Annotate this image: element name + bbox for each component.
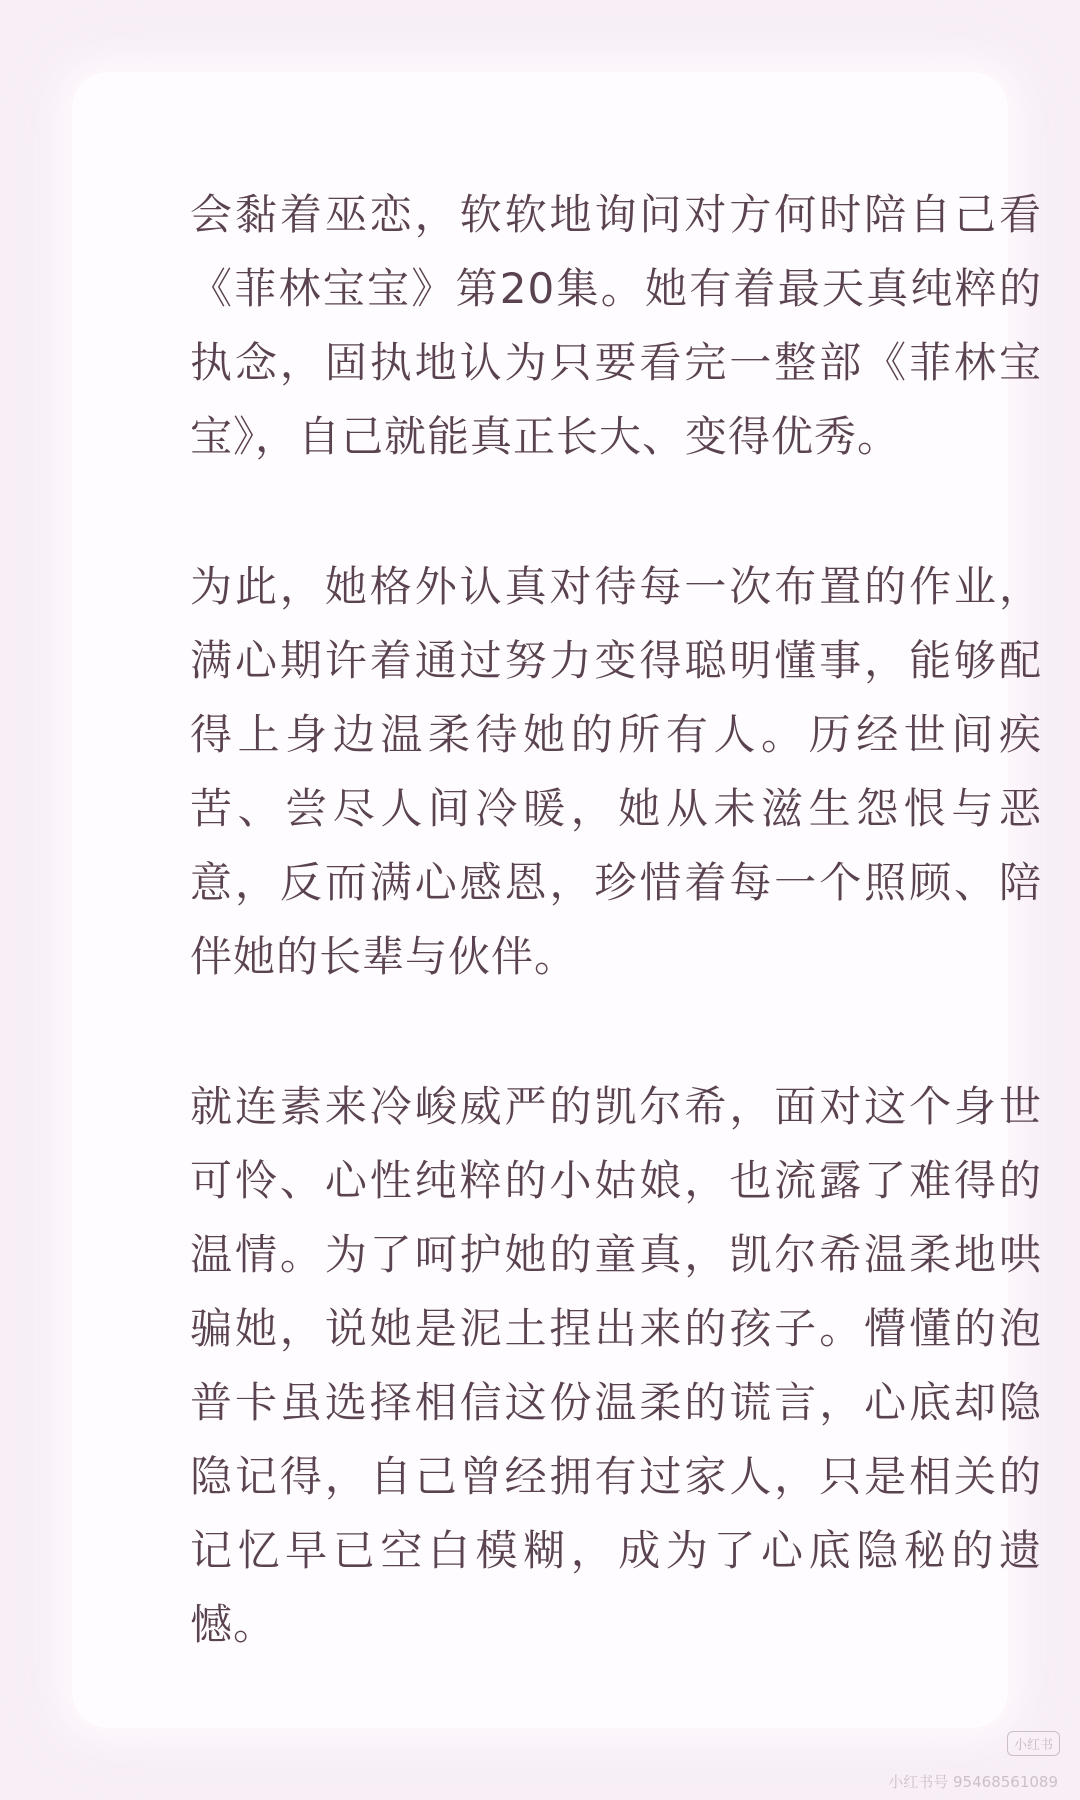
article-body: [190, 178, 1042, 1738]
watermark-logo: 小红书: [1007, 1731, 1060, 1756]
watermark-caption: 小红书号 95468561089: [888, 1773, 1058, 1791]
article-paragraph-2: 为此，她格外认真对待每一次布置的作业，满心期许着通过努力变得聪明懂事，能够配得上身边温柔待她的所有人。历经世间疾苦、尝尽人间冷暖，她从未滋生怨恨与恶意，反而满心感恩，珍惜着每一个照顾、陪伴她的长辈与伙伴。: [190, 562, 1042, 981]
content-card: [72, 72, 1042, 1728]
article-paragraph-3: 就连素来冷峻威严的凯尔希，面对这个身世可怜、心性纯粹的小姑娘，也流露了难得的温情。为了呵护她的童真，凯尔希温柔地哄骗她，说她是泥土捏出来的孩子。懵懂的泡普卡虽选择相信这份温柔的谎言，心底却隐隐记得，自己曾经拥有过家人，只是相关的记忆早已空白模糊，成为了心底隐秘的遗憾。: [190, 1082, 1042, 1649]
watermark: [888, 1771, 1058, 1792]
article-paragraph-1: 会黏着巫恋，软软地询问对方何时陪自己看《菲林宝宝》第20集。她有着最天真纯粹的执念，固执地认为只要看完一整部《菲林宝宝》，自己就能真正长大、变得优秀。: [190, 190, 1042, 461]
